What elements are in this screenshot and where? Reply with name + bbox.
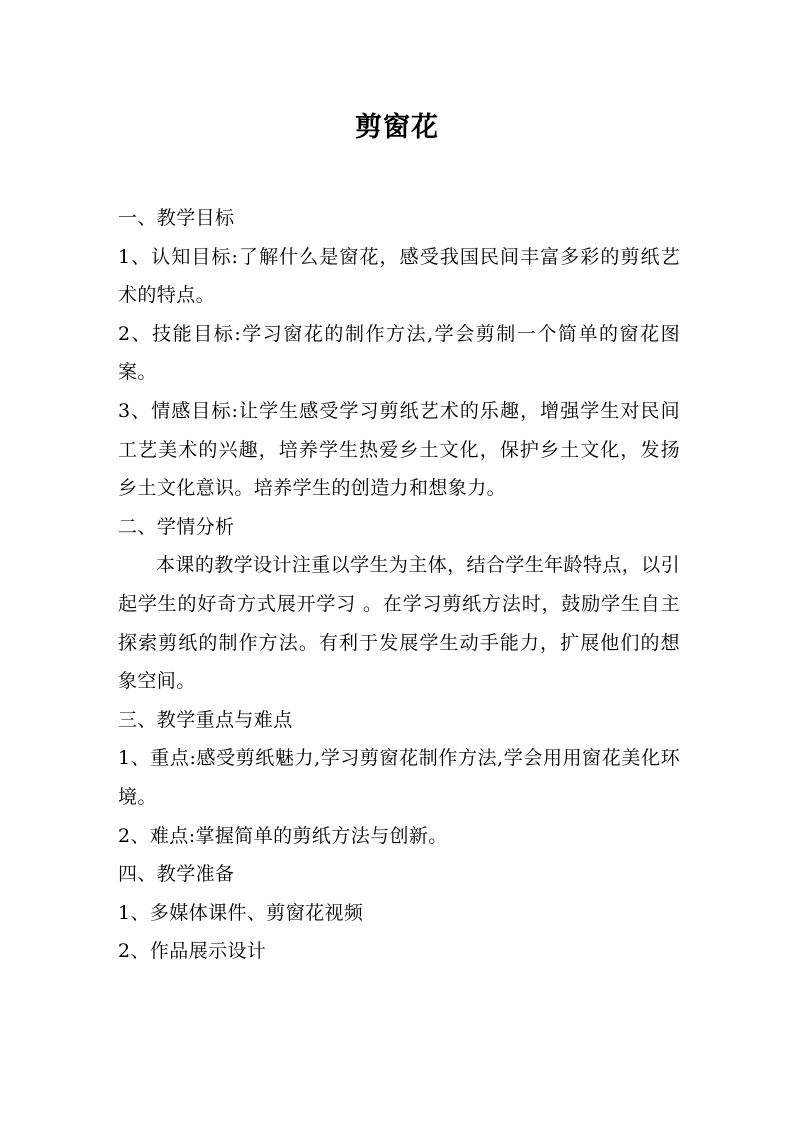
paragraph-key-point: 1、重点:感受剪纸魅力,学习剪窗花制作方法,学会用用窗花美化环境。 bbox=[118, 747, 680, 808]
section-heading-key-points: 三、教学重点与难点 bbox=[118, 708, 293, 731]
paragraph-difficulty: 2、难点:掌握简单的剪纸方法与创新。 bbox=[118, 824, 448, 847]
document-title: 剪窗花 bbox=[355, 112, 439, 143]
paragraph-prep-display: 2、作品展示设计 bbox=[118, 940, 267, 963]
paragraph-prep-media: 1、多媒体课件、剪窗花视频 bbox=[118, 901, 364, 924]
paragraph-skill-goal: 2、技能目标:学习窗花的制作方法,学会剪制一个简单的窗花图案。 bbox=[118, 322, 680, 384]
document-body bbox=[118, 199, 680, 971]
paragraph-emotional-goal: 3、情感目标:让学生感受学习剪纸艺术的乐趣，增强学生对民间工艺美术的兴趣，培养学生热爱乡土文化，保护乡土文化，发扬乡土文化意识。培养学生的创造力和想象力。 bbox=[118, 399, 680, 500]
section-heading-objectives: 一、教学目标 bbox=[118, 207, 235, 229]
section-heading-analysis: 二、学情分析 bbox=[118, 515, 235, 538]
paragraph-analysis: 本课的教学设计注重以学生为主体，结合学生年龄特点，以引起学生的好奇方式展开学习 。在学习剪纸方法时，鼓励学生自主探索剪纸的制作方法。有利于发展学生动手能力，扩展他们的想象空间。 bbox=[118, 554, 680, 693]
paragraph-cognitive-goal: 1、认知目标:了解什么是窗花，感受我国民间丰富多彩的剪纸艺术的特点。 bbox=[118, 245, 680, 307]
section-heading-preparation: 四、教学准备 bbox=[118, 863, 235, 886]
